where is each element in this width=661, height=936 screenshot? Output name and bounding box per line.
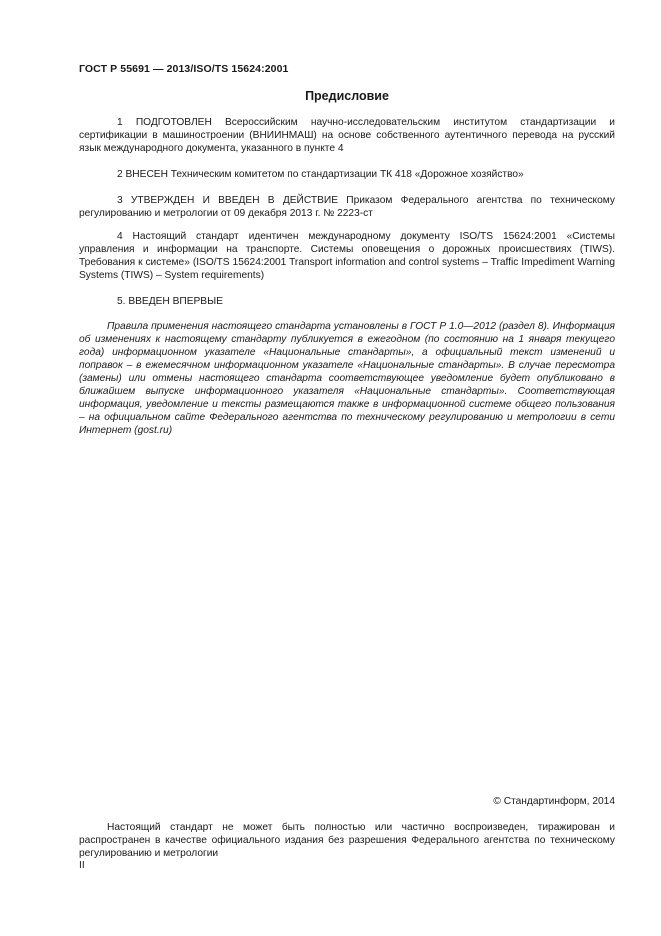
foreword-item-1: 1 ПОДГОТОВЛЕН Всероссийским научно-исследовательским институтом стандартизации и сертификации в машиностроении (ВНИИНМАШ) на основе собственного аутентичного перевода на русский язык международного документа, указанного в пункте 4 bbox=[79, 117, 615, 154]
rules-note: Правила применения настоящего стандарта установлены в ГОСТ Р 1.0—2012 (раздел 8). Информация об изменениях к настоящему стандарту публикуется в ежегодном (по состоянию на 1 января текущего года) информационном указателе «Национальные стандарты», а официальный текст изменений и поправок – в ежемесячном информационном указателе «Национальные стандарты». В случае пересмотра (замены) или отмены настоящего стандарта соответствующее уведомление будет опубликовано в ближайшем выпуске информационного указателя «Национальные стандарты». Соответствующая информация, уведомление и тексты размещаются также в информационной системе общего пользования – на официальном сайте Федерального агентства по техническому регулированию и метрологии в сети Интернет (gost.ru) bbox=[79, 321, 615, 436]
foreword-item-2: 2 ВНЕСЕН Техническим комитетом по стандартизации ТК 418 «Дорожное хозяйство» bbox=[117, 169, 524, 180]
foreword-item-5: 5. ВВЕДЕН ВПЕРВЫЕ bbox=[117, 296, 223, 307]
foreword-item-3: 3 УТВЕРЖДЕН И ВВЕДЕН В ДЕЙСТВИЕ Приказом Федерального агентства по техническому регулированию и метрологии от 09 декабря 2013 г. № 2223-ст bbox=[79, 195, 615, 219]
document-header: ГОСТ Р 55691 — 2013/ISO/TS 15624:2001 bbox=[79, 63, 289, 75]
reproduction-notice: Настоящий стандарт не может быть полностью или частично воспроизведен, тиражирован и распространен в качестве официального издания без разрешения Федерального агентства по техническому регулированию и метрологии bbox=[79, 822, 615, 859]
page-title: Предисловие bbox=[305, 89, 389, 103]
copyright-line: © Стандартинформ, 2014 bbox=[493, 796, 615, 807]
page-number: II bbox=[79, 860, 85, 871]
foreword-item-4: 4 Настоящий стандарт идентичен международному документу ISO/TS 15624:2001 «Системы управления и информации на транспорте. Системы оповещения о дорожных происшествиях (TIWS). Требования к системе» (ISO/TS 15624:2001 Transport information and control systems – Traffic Impediment Warning Systems (TIWS) – System requirements) bbox=[79, 231, 615, 281]
